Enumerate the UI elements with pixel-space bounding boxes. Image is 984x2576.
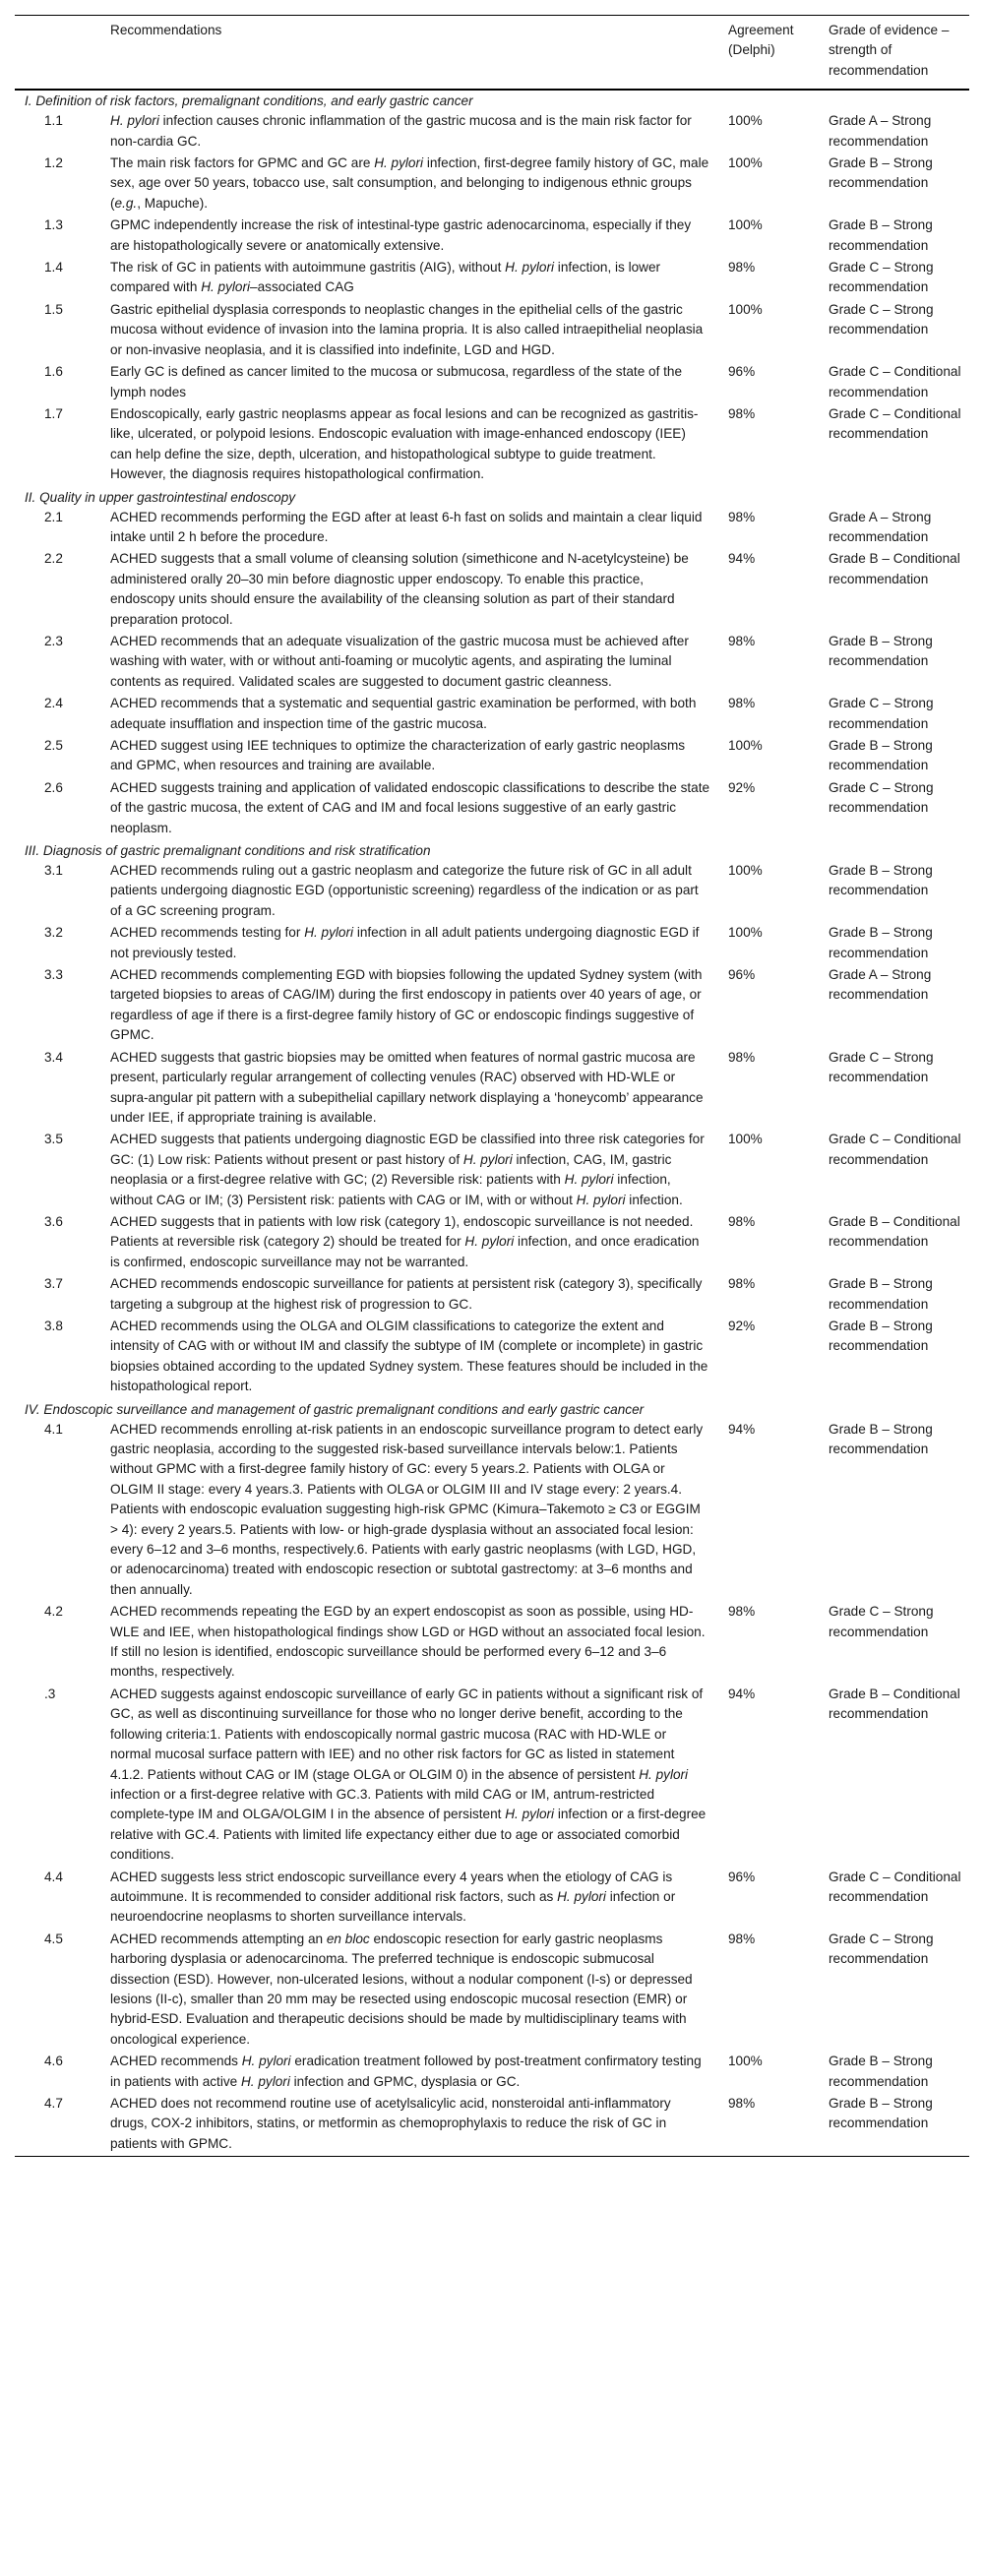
- agreement-value: 98%: [728, 696, 756, 711]
- grade-value: Grade B – Strong recommendation: [829, 1318, 933, 1354]
- recommendation-number: 4.1: [44, 1421, 63, 1437]
- recommendation-text: The main risk factors for GPMC and GC are H. pylori infection, first-degree family history of GC, male sex, age over 50 years, tobacco use, salt consumption, and belonging to indigenous ethnic groups (e.g., Mapuche).: [110, 155, 709, 211]
- recommendation-text: Endoscopically, early gastric neoplasms appear as focal lesions and can be recognized as gastritis-like, ulcerated, or polypoid lesions. Endoscopic evaluation with image-enhanced endoscopy (IEE) can help define the size, depth, ulceration, and histopathological subtype to guide treatment. However, the diagnosis requires histopathological confirmation.: [110, 405, 699, 482]
- table-body: [15, 90, 969, 2157]
- recommendation-number: 3.6: [44, 1213, 63, 1229]
- recommendation-number: 2.2: [44, 551, 63, 567]
- section-header-row: [15, 840, 969, 861]
- recommendation-number: 1.1: [44, 113, 63, 129]
- section-header-row: [15, 1399, 969, 1420]
- agreement-value: 100%: [728, 863, 763, 879]
- section-title: III. Diagnosis of gastric premalignant conditions and risk stratification: [25, 843, 431, 859]
- agreement-value: 100%: [728, 155, 763, 171]
- table-row: [15, 861, 969, 923]
- table-row: [15, 300, 969, 362]
- table-row: [15, 549, 969, 632]
- recommendation-number: 3.4: [44, 1049, 63, 1065]
- agreement-value: 98%: [728, 1931, 756, 1946]
- recommendation-text: Early GC is defined as cancer limited to the mucosa or submucosa, regardless of the state of the lymph nodes: [110, 364, 683, 399]
- recommendation-text: ACHED suggests that a small volume of cleansing solution (simethicone and N-acetylcysteine) be administered orally 20–30 min before diagnostic upper endoscopy. To enable this practice, endoscopy units should ensure the availability of the cleansing solution as part of their standard preparation protocol.: [110, 551, 689, 627]
- agreement-value: 100%: [728, 738, 763, 753]
- recommendation-text: ACHED suggests less strict endoscopic surveillance every 4 years when the etiology of CAG is autoimmune. It is recommended to consider additional risk factors, such as H. pylori infection or neuroendocrine neoplasms to shorten surveillance intervals.: [110, 1869, 676, 1925]
- table-row: [15, 111, 969, 153]
- table-row: [15, 362, 969, 404]
- grade-value: Grade C – Strong recommendation: [829, 779, 934, 816]
- recommendation-number: 3.8: [44, 1318, 63, 1333]
- recommendation-text: ACHED recommends that a systematic and sequential gastric examination be performed, with both adequate insufflation and inspection time of the gastric mucosa.: [110, 696, 697, 731]
- grade-value: Grade B – Strong recommendation: [829, 2096, 933, 2131]
- table-row: [15, 1212, 969, 1274]
- grade-value: Grade C – Strong recommendation: [829, 1049, 934, 1085]
- table-row: [15, 965, 969, 1048]
- recommendation-text: ACHED recommends performing the EGD after at least 6-h fast on solids and maintain a clear liquid intake until 2 h before the procedure.: [110, 509, 703, 544]
- recommendation-text: ACHED recommends repeating the EGD by an expert endoscopist as soon as possible, using HD-WLE and IEE, when histopathological findings show LGD or HGD without an associated focal lesion. If still no lesion is identified, endoscopic surveillance should be performed every 6–12 and 3–6 months, respectively.: [110, 1604, 706, 1680]
- table-row: [15, 2094, 969, 2157]
- table-row: [15, 1685, 969, 1868]
- table-row: [15, 1930, 969, 2052]
- recommendation-text: ACHED recommends testing for H. pylori infection in all adult patients undergoing diagnostic EGD if not previously tested.: [110, 925, 700, 960]
- agreement-value: 100%: [728, 925, 763, 941]
- grade-value: Grade B – Strong recommendation: [829, 925, 933, 960]
- grade-value: Grade C – Conditional recommendation: [829, 405, 961, 442]
- recommendation-number: 4.7: [44, 2096, 63, 2111]
- section-title: I. Definition of risk factors, premalignant conditions, and early gastric cancer: [25, 93, 473, 109]
- recommendation-number: .3: [44, 1686, 56, 1701]
- agreement-value: 100%: [728, 1132, 763, 1147]
- recommendation-number: 1.3: [44, 217, 63, 233]
- grade-value: Grade A – Strong recommendation: [829, 967, 932, 1003]
- agreement-value: 98%: [728, 509, 756, 524]
- grade-value: Grade B – Strong recommendation: [829, 1276, 933, 1312]
- grade-value: Grade C – Strong recommendation: [829, 696, 934, 731]
- recommendation-number: 4.2: [44, 1604, 63, 1620]
- agreement-value: 92%: [728, 779, 756, 795]
- recommendation-number: 1.7: [44, 405, 63, 421]
- recommendation-text: ACHED recommends H. pylori eradication treatment followed by post-treatment confirmatory testing in patients with active H. pylori infection and GPMC, dysplasia or GC.: [110, 2054, 702, 2089]
- table-row: [15, 258, 969, 300]
- grade-value: Grade B – Conditional recommendation: [829, 551, 960, 586]
- table-row: [15, 923, 969, 965]
- agreement-value: 92%: [728, 1318, 756, 1333]
- recommendation-text: ACHED suggests training and application of validated endoscopic classifications to describe the state of the gastric mucosa, the extent of CAG and IM and focal lesions suggestive of an early gastric neoplasm.: [110, 779, 710, 835]
- recommendation-number: 2.6: [44, 779, 63, 795]
- agreement-value: 98%: [728, 260, 756, 276]
- recommendation-number: 1.5: [44, 301, 63, 317]
- table-row: [15, 215, 969, 258]
- header-grade: Grade of evidence – strength of recommendation: [829, 16, 969, 91]
- agreement-value: 98%: [728, 405, 756, 421]
- agreement-value: 96%: [728, 1869, 756, 1884]
- recommendation-text: ACHED recommends complementing EGD with biopsies following the updated Sydney system (with targeted biopsies to areas of CAG/IM) during the first endoscopy in patients over 40 years of age, or regardless of age if there is a first-degree family history of GC or endoscopic findings suggestive of GPMC.: [110, 967, 703, 1043]
- recommendation-text: H. pylori infection causes chronic inflammation of the gastric mucosa and is the main risk factor for non-cardia GC.: [110, 113, 692, 149]
- recommendation-number: 4.6: [44, 2054, 63, 2069]
- section-title: IV. Endoscopic surveillance and management of gastric premalignant conditions and early gastric cancer: [25, 1401, 645, 1417]
- agreement-value: 98%: [728, 1276, 756, 1292]
- table-row: [15, 694, 969, 736]
- recommendation-text: ACHED suggests that gastric biopsies may be omitted when features of normal gastric mucosa are present, particularly regular arrangement of collecting venules (RAC) observed with HD-WLE or supra-angular pit pattern with a subepithelial capillary network displaying a ‘honeycomb’ appearance under IEE, if appropriate training is available.: [110, 1049, 704, 1125]
- recommendation-text: The risk of GC in patients with autoimmune gastritis (AIG), without H. pylori infection, is lower compared with H. pylori–associated CAG: [110, 260, 661, 295]
- table-row: [15, 1048, 969, 1131]
- table-row: [15, 1317, 969, 1399]
- recommendation-text: ACHED recommends that an adequate visualization of the gastric mucosa must be achieved after washing with water, with or without anti-foaming or mucolytic agents, and aspirating the luminal contents as required. Validated scales are suggested to document gastric cleanness.: [110, 633, 689, 689]
- recommendation-text: ACHED recommends ruling out a gastric neoplasm and categorize the future risk of GC in all adult patients undergoing diagnostic EGD (opportunistic screening) regardless of the indication or as part of a GC screening program.: [110, 863, 699, 918]
- grade-value: Grade A – Strong recommendation: [829, 509, 932, 544]
- table-row: [15, 1868, 969, 1930]
- grade-value: Grade A – Strong recommendation: [829, 113, 932, 149]
- recommendation-text: ACHED does not recommend routine use of acetylsalicylic acid, nonsteroidal anti-inflammatory drugs, COX-2 inhibitors, statins, or metformin as chemoprophylaxis to reduce the risk of GC in patients with GPMC.: [110, 2096, 671, 2151]
- table-row: [15, 632, 969, 694]
- section-header-row: [15, 90, 969, 111]
- agreement-value: 98%: [728, 1213, 756, 1229]
- agreement-value: 98%: [728, 1049, 756, 1065]
- grade-value: Grade C – Strong recommendation: [829, 301, 934, 337]
- grade-value: Grade B – Strong recommendation: [829, 738, 933, 773]
- table-row: [15, 1274, 969, 1317]
- recommendation-text: GPMC independently increase the risk of intestinal-type gastric adenocarcinoma, especially if they are histopathologically severe or anatomically extensive.: [110, 217, 692, 253]
- table-row: [15, 153, 969, 215]
- recommendation-text: ACHED suggests against endoscopic surveillance of early GC in patients without a significant risk of GC, as well as discontinuing surveillance for those who no longer derive benefit, according to the following criteria:1. Patients with endoscopically normal gastric mucosa (RAC with HD-WLE or normal mucosal surface pattern with IEE) and no other risk factors for GC as listed in statement 4.1.2. Patients without CAG or IM (stage OLGA or OLGIM 0) in the absence of persistent H. pylori infection or a first-degree relative with GC.3. Patients with mild CAG or IM, antrum-restricted complete-type IM and OLGA/OLGIM I in the absence of persistent H. pylori infection or a first-degree relative with GC.4. Patients with limited life expectancy either due to age or associated comorbid conditions.: [110, 1686, 707, 1863]
- grade-value: Grade B – Strong recommendation: [829, 2054, 933, 2089]
- recommendation-number: 4.5: [44, 1931, 63, 1946]
- recommendation-text: ACHED suggests that in patients with low risk (category 1), endoscopic surveillance is not needed. Patients at reversible risk (category 2) should be treated for H. pylori infection, and once eradication is confirmed, endoscopic surveillance may not be warranted.: [110, 1213, 700, 1269]
- table-row: [15, 736, 969, 778]
- agreement-value: 98%: [728, 633, 756, 648]
- table-row: [15, 508, 969, 550]
- header-number: [15, 16, 110, 91]
- recommendations-table: [15, 15, 969, 2157]
- table-row: [15, 404, 969, 487]
- section-title: II. Quality in upper gastrointestinal endoscopy: [25, 489, 296, 505]
- header-agreement: Agreement (Delphi): [728, 16, 829, 91]
- agreement-value: 100%: [728, 217, 763, 233]
- recommendation-number: 2.4: [44, 696, 63, 711]
- agreement-value: 96%: [728, 967, 756, 983]
- grade-value: Grade B – Strong recommendation: [829, 1421, 933, 1456]
- grade-value: Grade B – Strong recommendation: [829, 863, 933, 898]
- agreement-value: 94%: [728, 1686, 756, 1701]
- recommendation-text: Gastric epithelial dysplasia corresponds to neoplastic changes in the epithelial cells of the gastric mucosa without evidence of invasion into the lamina propria. It is also called intraepithelial neoplasia or non-invasive neoplasia, and it is classified into indefinite, LGD and HGD.: [110, 301, 704, 357]
- recommendation-number: 3.3: [44, 967, 63, 983]
- recommendation-text: ACHED recommends enrolling at-risk patients in an endoscopic surveillance program to detect early gastric neoplasia, according to the suggested risk-based surveillance intervals below:1. Patients without GPMC with a first-degree family history of GC: every 5 years.2. Patients with OLGA or OLGIM II stage: every 4 years.3. Patients with OLGA or OLGIM III and IV stage every: 2 years.4. Patients with endoscopic evaluation suggesting high-risk GPMC (Kimura–Takemoto ≥ C3 or EGGIM > 4): every 2 years.5. Patients with low- or high-grade dysplasia without an associated focal lesion: every 6–12 and 3–6 months, respectively.6. Patients with early gastric neoplasms (with LGD, HGD, or adenocarcinoma) treated with endoscopic resection or subtotal gastrectomy: at 3–6 months and then annually.: [110, 1421, 704, 1597]
- recommendation-text: ACHED suggests that patients undergoing diagnostic EGD be classified into three risk categories for GC: (1) Low risk: Patients without present or past history of H. pylori infection, CAG, IM, gastric neoplasia or a first-degree relative with GC; (2) Reversible risk: patients with H. pylori infection, without CAG or IM; (3) Persistent risk: patients with CAG or IM, with or without H. pylori infection.: [110, 1132, 705, 1207]
- agreement-value: 96%: [728, 364, 756, 380]
- agreement-value: 100%: [728, 113, 763, 129]
- agreement-value: 94%: [728, 551, 756, 567]
- recommendation-text: ACHED suggest using IEE techniques to optimize the characterization of early gastric neoplasms and GPMC, when resources and training are available.: [110, 738, 686, 773]
- recommendation-number: 1.6: [44, 364, 63, 380]
- recommendation-number: 4.4: [44, 1869, 63, 1884]
- grade-value: Grade B – Strong recommendation: [829, 633, 933, 669]
- grade-value: Grade B – Conditional recommendation: [829, 1686, 960, 1722]
- grade-value: Grade C – Strong recommendation: [829, 1604, 934, 1639]
- recommendation-number: 3.2: [44, 925, 63, 941]
- header-recommendations: Recommendations: [110, 16, 728, 91]
- agreement-value: 94%: [728, 1421, 756, 1437]
- recommendation-number: 2.5: [44, 738, 63, 753]
- agreement-value: 100%: [728, 301, 763, 317]
- table-row: [15, 1130, 969, 1212]
- recommendation-number: 3.1: [44, 863, 63, 879]
- grade-value: Grade C – Conditional recommendation: [829, 1869, 961, 1904]
- section-header-row: [15, 487, 969, 508]
- table-row: [15, 2052, 969, 2094]
- agreement-value: 98%: [728, 2096, 756, 2111]
- recommendation-number: 3.5: [44, 1132, 63, 1147]
- grade-value: Grade B – Strong recommendation: [829, 217, 933, 253]
- grade-value: Grade C – Strong recommendation: [829, 1931, 934, 1967]
- table-row: [15, 1420, 969, 1603]
- recommendation-number: 2.3: [44, 633, 63, 648]
- grade-value: Grade C – Conditional recommendation: [829, 1132, 961, 1167]
- table-row: [15, 778, 969, 840]
- grade-value: Grade B – Strong recommendation: [829, 155, 933, 191]
- recommendation-number: 3.7: [44, 1276, 63, 1292]
- table-row: [15, 1602, 969, 1685]
- recommendation-text: ACHED recommends using the OLGA and OLGIM classifications to categorize the extent and intensity of CAG with or without IM and classify the subtype of IM (complete or incomplete) in gastric biopsies obtained according to the updated Sydney system. These features should be included in the histopathological report.: [110, 1318, 708, 1394]
- recommendation-text: ACHED recommends endoscopic surveillance for patients at persistent risk (category 3), specifically targeting a subgroup at the highest risk of progression to GC.: [110, 1276, 703, 1312]
- grade-value: Grade B – Conditional recommendation: [829, 1213, 960, 1250]
- grade-value: Grade C – Conditional recommendation: [829, 364, 961, 399]
- grade-value: Grade C – Strong recommendation: [829, 260, 934, 295]
- table-header: [15, 16, 969, 91]
- agreement-value: 100%: [728, 2054, 763, 2069]
- recommendation-number: 2.1: [44, 509, 63, 524]
- agreement-value: 98%: [728, 1604, 756, 1620]
- recommendation-text: ACHED recommends attempting an en bloc endoscopic resection for early gastric neoplasms harboring dysplasia or adenocarcinoma. The preferred technique is endoscopic submucosal dissection (ESD). However, non-ulcerated lesions, without a nodular component (I-s) or depressed lesions (II-c), smaller than 20 mm may be resected using endoscopic mucosal resection (EMR) or hybrid-ESD. Evaluation and therapeutic decisions should be made by multidisciplinary teams with oncological experience.: [110, 1931, 693, 2047]
- recommendation-number: 1.2: [44, 155, 63, 171]
- recommendation-number: 1.4: [44, 260, 63, 276]
